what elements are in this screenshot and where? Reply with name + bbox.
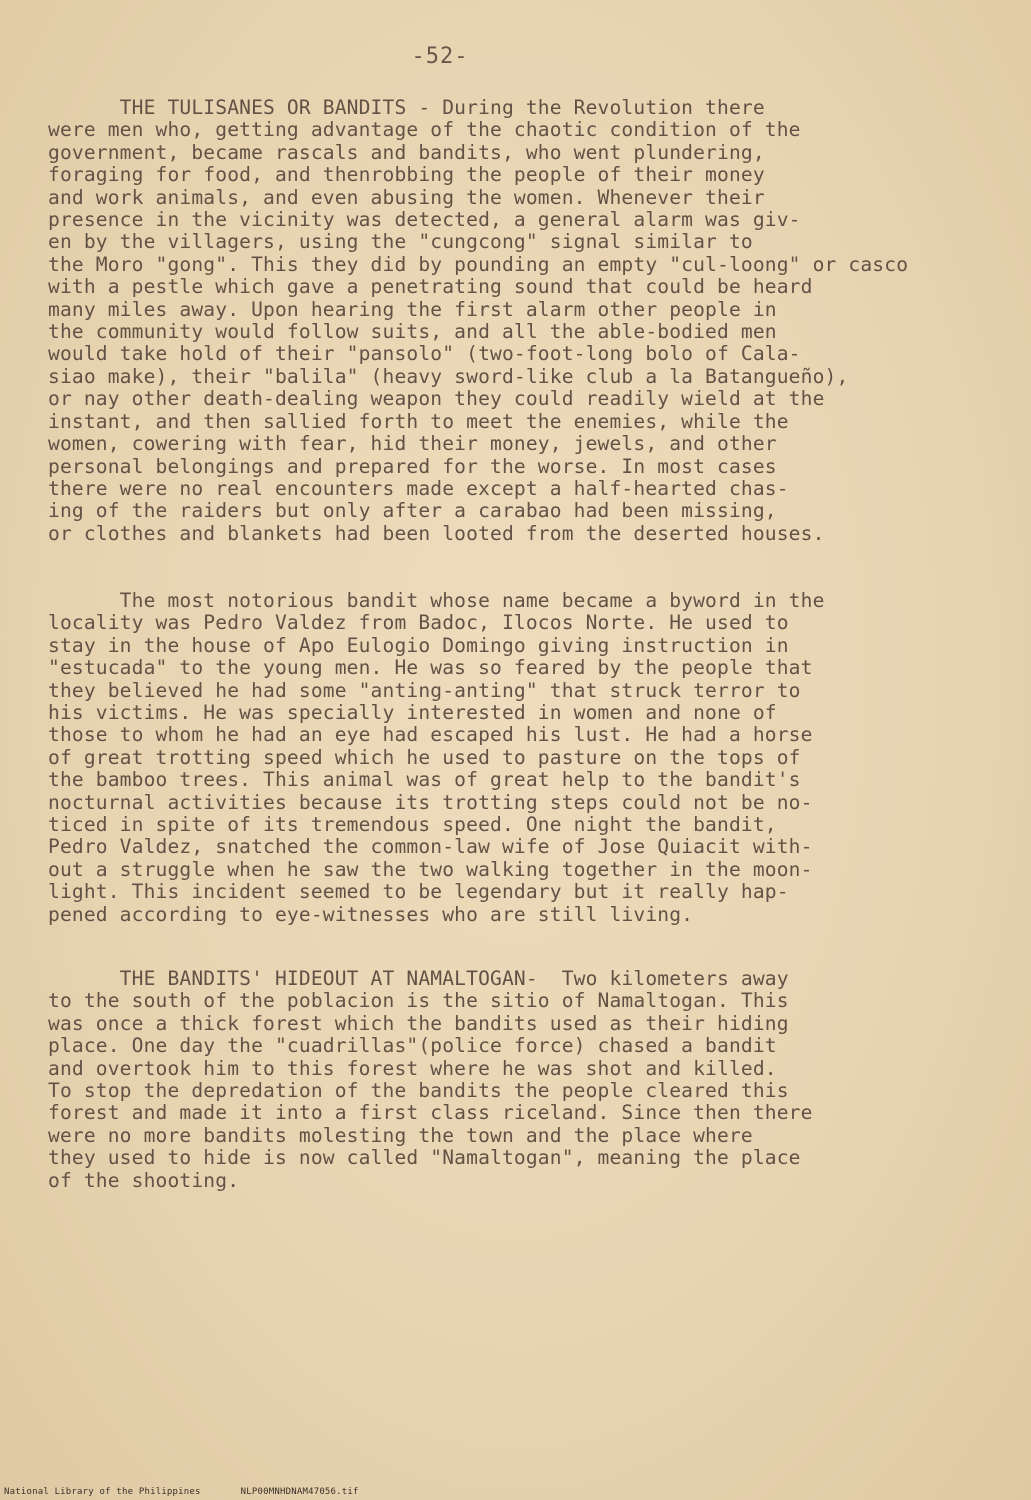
- text-line: presence in the vicinity was detected, a general alarm was giv-: [48, 208, 801, 232]
- text-line: or nay other death-dealing weapon they could readily wield at the: [48, 387, 825, 411]
- text-line: foraging for food, and thenrobbing the people of their money: [48, 163, 765, 187]
- text-line: and overtook him to this forest where he was shot and killed.: [48, 1056, 777, 1080]
- text-line: government, became rascals and bandits, who went plundering,: [48, 140, 765, 164]
- text-line: those to whom he had an eye had escaped his lust. He had a horse: [48, 723, 813, 747]
- text-line: pened according to eye-witnesses who are still living.: [48, 902, 694, 926]
- text-line: THE TULISANES OR BANDITS - During the Revolution there: [48, 96, 765, 119]
- text-line: would take hold of their "pansolo" (two-foot-long bolo of Cala-: [48, 342, 801, 366]
- text-line: the Moro "gong". This they did by pounding an empty "cul-loong" or casco: [48, 252, 909, 276]
- paragraph-pedro-valdez: [48, 590, 978, 926]
- text-line: forest and made it into a first class riceland. Since then there: [48, 1101, 813, 1125]
- text-line: "estucada" to the young men. He was so feared by the people that: [48, 656, 813, 680]
- text-line: they used to hide is now called "Namaltogan", meaning the place: [48, 1146, 801, 1170]
- text-line: THE BANDITS' HIDEOUT AT NAMALTOGAN- Two kilometers away: [48, 967, 789, 990]
- text-line: or clothes and blankets had been looted from the deserted houses.: [48, 521, 825, 545]
- text-line: they believed he had some "anting-anting" that struck terror to: [48, 678, 801, 702]
- footer-filename: NLP00MNHDNAM47056.tif: [240, 1487, 359, 1497]
- text-line: with a pestle which gave a penetrating sound that could be heard: [48, 275, 813, 299]
- text-line: out a struggle when he saw the two walking together in the moon-: [48, 857, 813, 881]
- text-line: the bamboo trees. This animal was of great help to the bandit's: [48, 768, 801, 792]
- text-line: and work animals, and even abusing the women. Whenever their: [48, 185, 765, 209]
- text-line: nocturnal activities because its trotting steps could not be no-: [48, 790, 813, 814]
- text-line: of the shooting.: [48, 1168, 240, 1192]
- text-line: light. This incident seemed to be legendary but it really hap-: [48, 880, 789, 904]
- text-line: of great trotting speed which he used to pasture on the tops of: [48, 745, 801, 769]
- text-line: ticed in spite of its tremendous speed. One night the bandit,: [48, 813, 777, 837]
- text-line: women, cowering with fear, hid their money, jewels, and other: [48, 432, 777, 456]
- paragraph-tulisanes: [48, 97, 978, 545]
- text-line: Pedro Valdez, snatched the common-law wife of Jose Quiacit with-: [48, 835, 813, 859]
- text-line: en by the villagers, using the "cungcong" signal similar to: [48, 230, 753, 254]
- text-line: were no more bandits molesting the town and the place where: [48, 1123, 753, 1147]
- text-line: to the south of the poblacion is the sitio of Namaltogan. This: [48, 989, 789, 1013]
- text-line: To stop the depredation of the bandits the people cleared this: [48, 1079, 789, 1103]
- page-number: -52-: [411, 44, 469, 69]
- text-line: there were no real encounters made except a half-hearted chas-: [48, 476, 789, 500]
- text-line: ing of the raiders but only after a carabao had been missing,: [48, 499, 777, 523]
- text-line: instant, and then sallied forth to meet the enemies, while the: [48, 409, 789, 433]
- text-line: The most notorious bandit whose name became a byword in the: [48, 589, 825, 612]
- text-line: stay in the house of Apo Eulogio Domingo giving instruction in: [48, 633, 789, 657]
- scan-footer: [4, 1487, 359, 1497]
- text-line: locality was Pedro Valdez from Badoc, Ilocos Norte. He used to: [48, 611, 789, 635]
- text-line: his victims. He was specially interested in women and none of: [48, 701, 777, 725]
- text-line: was once a thick forest which the bandits used as their hiding: [48, 1011, 789, 1035]
- text-line: the community would follow suits, and all the able-bodied men: [48, 320, 777, 344]
- text-line: were men who, getting advantage of the chaotic condition of the: [48, 118, 801, 142]
- paragraph-namaltogan: [48, 968, 978, 1192]
- text-line: many miles away. Upon hearing the first alarm other people in: [48, 297, 777, 321]
- text-line: siao make), their "balila" (heavy sword-like club a la Batangueño),: [48, 364, 849, 388]
- text-line: place. One day the "cuadrillas"(police force) chased a bandit: [48, 1034, 777, 1058]
- footer-institution: National Library of the Philippines: [4, 1487, 201, 1497]
- text-line: personal belongings and prepared for the worse. In most cases: [48, 454, 777, 478]
